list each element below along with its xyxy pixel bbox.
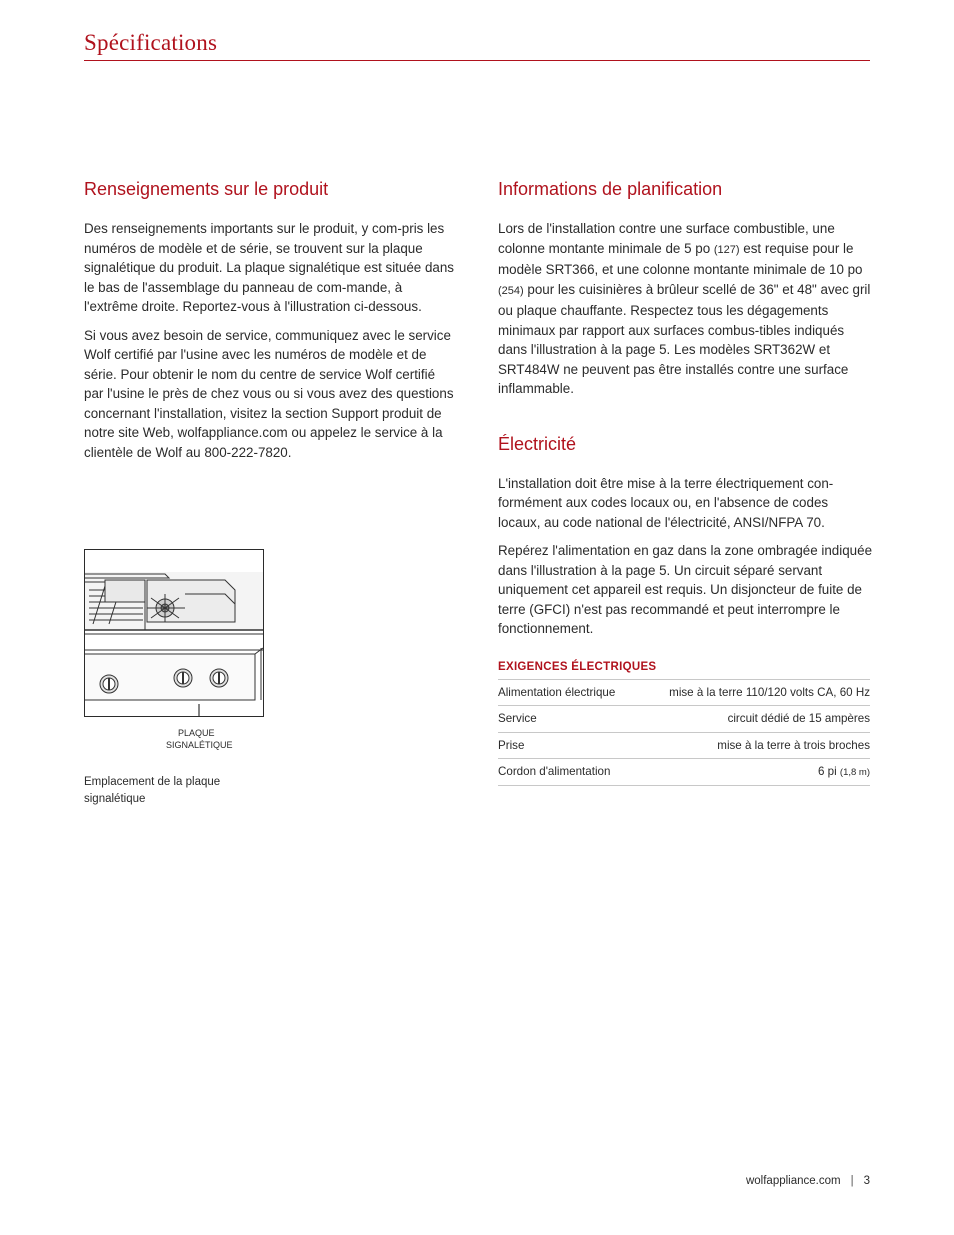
- row-value: mise à la terre 110/120 volts CA, 60 Hz: [635, 679, 870, 706]
- product-info-heading: Renseignements sur le produit: [84, 179, 329, 199]
- planning-text-a: Lors de l'installation contre une surface combustible, une colonne montante minimale de 5 po: [498, 221, 835, 256]
- planning-text-c: est requise pour le modèle SRT366, et une colonne montante minimale de 10 po: [498, 240, 863, 277]
- footer-separator: |: [850, 1175, 854, 1187]
- page-number: 3: [863, 1175, 870, 1187]
- row-value: [635, 759, 870, 786]
- table-row: [498, 679, 870, 706]
- title-divider: [84, 60, 870, 61]
- planning-section: [498, 178, 874, 786]
- figure-caption: Emplacement de la plaque signalétique: [84, 776, 221, 805]
- electricity-paragraph-2: Repérez l'alimentation en gaz dans la zone ombragée indiquée dans l'illustration à la page 5. Un circuit séparé servant uniquement cet appareil est requis. Un disjoncteur de fuite de terre (GFCI) n'est pas recommandé et peut interrompre le fonctionnement.: [498, 543, 873, 636]
- product-info-section: [84, 178, 456, 471]
- callout-line-1: PLAQUE: [178, 728, 215, 738]
- table-row: [498, 706, 870, 733]
- row-label: Service: [498, 706, 635, 733]
- row-label: Prise: [498, 732, 635, 759]
- callout-line-2: SIGNALÉTIQUE: [166, 740, 233, 750]
- electricity-paragraph-1: L'installation doit être mise à la terre électriquement con-formément aux codes locaux ou, en l'absence de codes locaux, au code national de l'électricité, ANSI/NFPA 70.: [498, 475, 834, 530]
- planning-dim-254: (254): [498, 284, 524, 297]
- rating-plate-callout: [84, 727, 314, 751]
- planning-paragraph: [498, 219, 874, 399]
- product-info-paragraph-1: Des renseignements importants sur le produit, y com-pris les numéros de modèle et de série, se trouvent sur la plaque signalétique du produit. La plaque signalétique est située dans le bas de l'assemblage du panneau de com-mande, à l'extrême droite. Reportez-vous à l'illustration ci-dessous.: [84, 221, 455, 314]
- row-value: mise à la terre à trois broches: [635, 732, 870, 759]
- product-info-paragraph-2: Si vous avez besoin de service, communiquez avec le service Wolf certifié par l'usine avec les numéros de modèle et de série. Pour obtenir le nom du centre de service Wolf certifié par l'usine le près de chez vous ou si vous avez des questions concernant l'installation, visitez la section Support produit de notre site Web, wolfappliance.com ou appelez le service à la clientèle de Wolf au 800-222-7820.: [84, 327, 454, 460]
- table-row: [498, 759, 870, 786]
- electricity-heading: Électricité: [498, 433, 577, 454]
- rangetop-drawing: [85, 550, 263, 716]
- rating-plate-illustration: [84, 549, 264, 717]
- planning-text-e: pour les cuisinières à brûleur scellé de 36" et 48" avec gril ou plaque chauffante. Respectez tous les dégagements minimaux par rapport aux surfaces combus-tibles indiqués dans l'illustration à la page 5. Les modèles SRT362W et SRT484W ne peuvent pas être installés contre une surface inflammable.: [498, 281, 871, 396]
- planning-dim-127: (127): [713, 243, 740, 256]
- electrical-requirements-title: EXIGENCES ÉLECTRIQUES: [498, 660, 657, 673]
- row-value-main: 6 pi: [817, 765, 840, 779]
- row-label: Cordon d'alimentation: [498, 759, 635, 786]
- planning-heading: Informations de planification: [498, 179, 723, 199]
- page-footer: [700, 1175, 870, 1187]
- row-value-metric: (1,8 m): [839, 767, 870, 779]
- row-value: circuit dédié de 15 ampères: [635, 706, 870, 733]
- table-row: [498, 732, 870, 759]
- footer-site: wolfappliance.com: [745, 1175, 841, 1187]
- electrical-requirements-table: [498, 679, 870, 786]
- page-title: Spécifications: [84, 30, 218, 55]
- row-label: Alimentation électrique: [498, 679, 635, 706]
